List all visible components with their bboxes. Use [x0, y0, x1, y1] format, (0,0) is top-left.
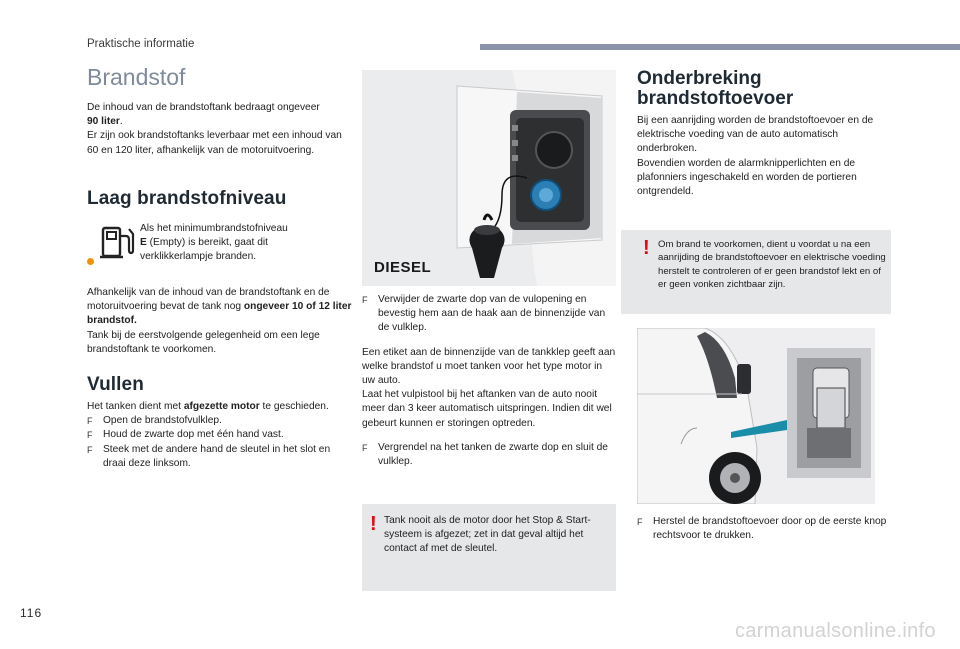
warning-text: Om brand te voorkomen, dient u voordat u na een aanrijding de brandstoftoevoer en elektrische voeding herstelt te controleren of er geen brandstof lekt en of er geen vonken zichtbaar zijn. — [658, 239, 886, 291]
van-photo — [637, 328, 875, 504]
low-fuel-paragraph: Afhankelijk van de inhoud van de brandstoftank en de motoruitvoering bevat de tank nog ongeveer 10 of 12 liter brandstof. Tank bij de eerstvolgende gelegenheid om een lege brandstoftank te voorkomen. — [87, 287, 352, 355]
middle-step-1: F Verwijder de zwarte dop van de vulopening en bevestig hem aan de haak aan de binnenzijde van de vulklep. — [362, 294, 606, 334]
filling-heading: Vullen — [87, 374, 144, 395]
intro-paragraph: De inhoud van de brandstoftank bedraagt ongeveer 90 liter. Er zijn ook brandstoftanks leverbaar met een inhoud van 60 en 120 liter, afhankelijk van de motoruitvoering. — [87, 102, 342, 156]
interruption-text: Bij een aanrijding worden de brandstoftoevoer en de elektrische voeding van de auto automatisch onderbroken. Bovendien worden de alarmknipperlichten en de plafonniers ingeschakeld en worden de portieren ontgrendeld. — [637, 115, 874, 198]
page-title: Brandstof — [87, 64, 186, 90]
filling-step: F Steek met de andere hand de sleutel in het slot en draai deze linksom. — [87, 443, 331, 469]
diesel-label: DIESEL — [374, 259, 432, 276]
header-bar — [480, 44, 960, 50]
middle-step-2: F Vergrendel na het tanken de zwarte dop en sluit de vulklep. — [362, 441, 608, 468]
warning-dot — [87, 258, 94, 265]
restore-bullet: F Herstel de brandstoftoevoer door op de eerste knop rechtsvoor te drukken. — [637, 516, 887, 542]
middle-text: F Verwijder de zwarte dop van de vulopening en bevestig hem aan de haak aan de binnenzijde van de vulklep. Een etiket aan de binnenzijde van de tankklep geeft aan welke brandstof u moet tanken voor het type motor in uw auto. Laat het vulpistool bij het aftanken van de auto nooit meer dan 3 keer automatisch uitspringen. Indien dit wel gebeurt kunnen er storingen optreden. F Vergrendel na het tanken de zwarte dop en sluit de vulklep. — [362, 293, 616, 469]
page-number: 116 — [20, 606, 43, 620]
stop-start-warning-box — [362, 504, 616, 591]
interruption-heading: Onderbreking brandstoftoevoer — [637, 68, 794, 109]
fire-warning-box — [621, 230, 891, 314]
restore-step — [637, 515, 887, 543]
section-header: Praktische informatie — [87, 38, 195, 50]
low-fuel-icon-text: Als het minimumbrandstofniveau E (Empty) is bereikt, gaat dit verklikkerlampje branden. — [140, 223, 288, 263]
fuel-pump-icon — [98, 222, 138, 260]
watermark: carmanualsonline.info — [735, 620, 936, 642]
filling-step: F Open de brandstofvulklep. — [87, 415, 222, 427]
warning-text: Tank nooit als de motor door het Stop & Start-systeem is afgezet; zet in dat geval altijd het contact af met de sleutel. — [384, 515, 591, 555]
low-fuel-heading: Laag brandstofniveau — [87, 188, 287, 209]
filling-text: Het tanken dient met afgezette motor te geschieden. F Open de brandstofvulklep. F Houd de zwarte dop met één hand vast. F Steek met de andere hand de sleutel in het slot en draai deze linksom. — [87, 400, 352, 471]
filling-step: F Houd de zwarte dop met één hand vast. — [87, 429, 284, 441]
warning-icon: ! — [370, 513, 377, 535]
warning-icon: ! — [643, 237, 650, 259]
fuel-filler-photo — [362, 70, 616, 286]
